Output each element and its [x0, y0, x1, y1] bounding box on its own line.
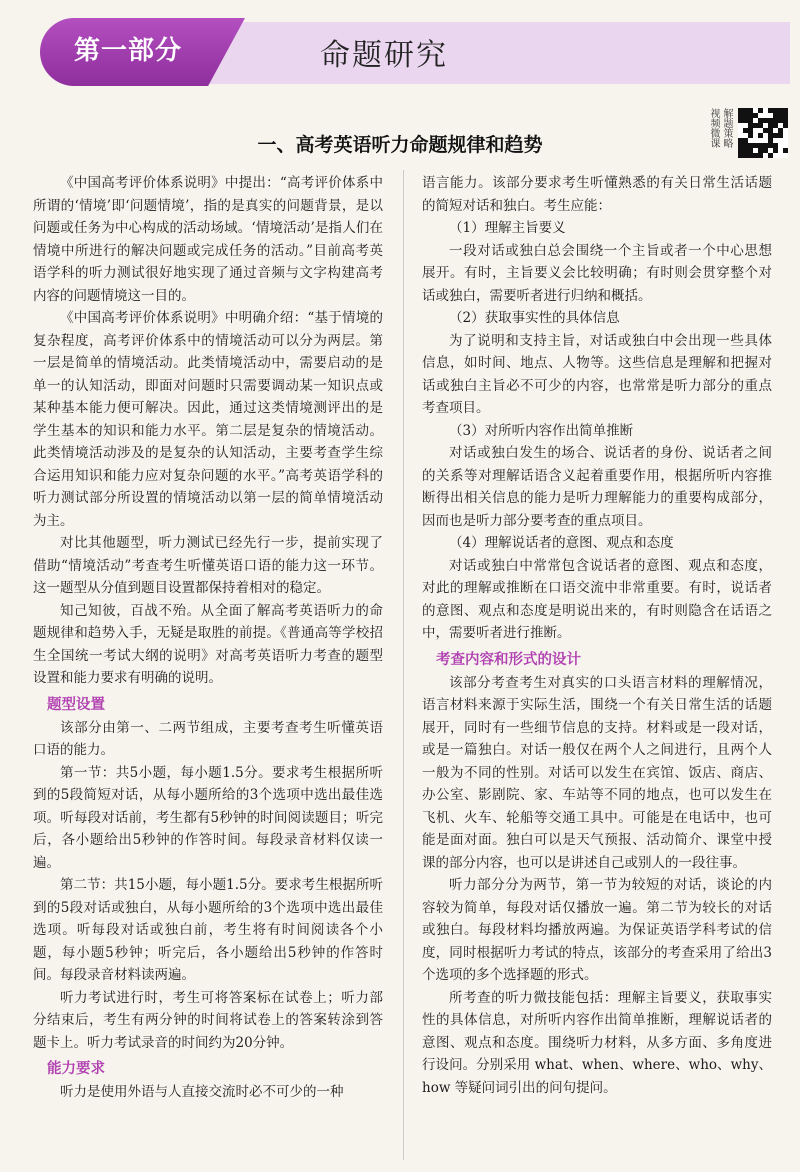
- qr-caption-video: 视频微课: [708, 108, 719, 148]
- heading-ability-requirements: 能力要求: [47, 1061, 105, 1077]
- paragraph: 听力考试进行时，考生可将答案标在试卷上；听力部分结束后，考生有两分钟的时间将试卷上的答案转涂到答题卡上。听力考试录音的时间约为20分钟。: [33, 989, 383, 1051]
- list-item-title: （4）理解说话者的意图、观点和态度: [449, 535, 674, 551]
- paragraph: 《中国高考评价体系说明》中提出：“高考评价体系中所谓的‘情境’即‘问题情境’，指的是真实的问题背景，是以问题或任务为中心构成的活动场域。‘情境活动’是指人们在情境中所进行的解决问题或完成任务的活动。”目前高考英语学科的听力测试很好地实现了通过音频与文字构建高考内容的问题情境这一目的。: [33, 175, 383, 304]
- paragraph: 一段对话或独白总会围绕一个主旨或者一个中心思想展开。有时，主旨要义会比较明确；有时则会贯穿整个对话或独白，需要听者进行归纳和概括。: [422, 242, 772, 304]
- heading-question-types: 题型设置: [47, 696, 105, 713]
- list-item-title: （3）对所听内容作出简单推断: [449, 422, 634, 439]
- qr-caption-strategy: 解题策略: [721, 108, 732, 148]
- left-column: [33, 172, 383, 1104]
- heading-content-design: 考查内容和形式的设计: [436, 651, 581, 668]
- chapter-banner: [0, 0, 800, 95]
- paragraph: 《中国高考评价体系说明》中明确介绍：“基于情境的复杂程度，高考评价体系中的情境活动可以分为两层。第一层是简单的情境活动。此类情境活动中，需要启动的是单一的认知活动，即面对问题时只需要调动某一知识点或某种基本能力便可解决。因此，通过这类情境测评出的是学生基本的知识和能力水平。第二层是复杂的情境活动。此类情境活动涉及的是复杂的认知活动，主要考查学生综合运用知识和能力应对复杂问题的水平。”高考英语学科的听力测试部分所设置的情境活动以第一层的简单情境活动为主。: [33, 310, 383, 529]
- paragraph: 对话或独白发生的场合、说话者的身份、说话者之间的关系等对理解话语含义起着重要作用，根据所听内容推断得出相关信息的能力是听力理解能力的重要构成部分，因而也是听力部分要考查的重点项目。: [422, 445, 772, 529]
- chapter-title: 命题研究: [320, 38, 448, 73]
- paragraph: 为了说明和支持主旨，对话或独白中会出现一些具体信息，如时间、地点、人物等。这些信息是理解和把握对话或独白主旨必不可少的内容，也常常是听力部分的重点考查项目。: [422, 332, 772, 416]
- paragraph: 知己知彼，百战不殆。从全面了解高考英语听力的命题规律和趋势入手，无疑是取胜的前提。《普通高等学校招生全国统一考试大纲的说明》对高考英语听力考查的题型设置和能力要求有明确的说明。: [33, 602, 383, 686]
- right-column: [422, 172, 772, 1099]
- section-title: 一、高考英语听力命题规律和趋势: [257, 134, 543, 156]
- list-item-title: （1）理解主旨要义: [449, 220, 566, 236]
- paragraph: 对话或独白中常常包含说话者的意图、观点和态度，对此的理解或推断在口语交流中非常重要。有时，说话者的意图、观点和态度是明说出来的，有时则隐含在话语之中，需要听者进行推断。: [422, 557, 772, 641]
- paragraph: 听力是使用外语与人直接交流时必不可少的一种: [60, 1084, 344, 1100]
- paragraph: 所考查的听力微技能包括：理解主旨要义，获取事实性的具体信息，对所听内容作出简单推断，理解说话者的意图、观点和态度。围绕听力材料，从多方面、多角度进行设问。分别采用 what、when、where、who、why、how 等疑问词引出的问句提问。: [422, 989, 772, 1096]
- paragraph: 该部分考查考生对真实的口头语言材料的理解情况，语言材料来源于实际生活，围绕一个有关日常生活的话题展开，同时有一些细节信息的支持。材料或是一段对话，或是一篇独白。对话一般仅在两个人之间进行，且两个人一般为不同的性别。对话可以发生在宾馆、饭店、商店、办公室、影剧院、家、车站等不同的地点，也可以发生在飞机、火车、轮船等交通工具中。可能是在电话中，也可能是面对面。独白可以是天气预报、活动简介、课堂中授课的部分内容，也可以是讲述自己或别人的一段往事。: [422, 674, 772, 871]
- column-divider: [403, 170, 404, 1160]
- part-label: 第一部分: [74, 36, 183, 66]
- paragraph: 对比其他题型，听力测试已经先行一步，提前实现了借助“情境活动”考查考生听懂英语口语的能力这一环节。这一题型从分值到题目设置都保持着相对的稳定。: [33, 535, 383, 596]
- paragraph: 第一节：共5小题，每小题1.5分。要求考生根据所听到的5段简短对话，从每小题所给的3个选项中选出最佳选项。听每段对话前，考生都有5秒钟的时间阅读题目；听完后，各小题给出5秒钟的作答时间。每段录音材料仅读一遍。: [33, 764, 383, 871]
- paragraph: 听力部分分为两节，第一节为较短的对话，谈论的内容较为简单，每段对话仅播放一遍。第二节为较长的对话或独白。每段材料均播放两遍。为保证英语学科考试的信度，同时根据听力考试的特点，该部分的考查采用了给出3个选项的多个选择题的形式。: [422, 877, 772, 983]
- paragraph: 语言能力。该部分要求考生听懂熟悉的有关日常生活话题的简短对话和独白。考生应能：: [422, 175, 772, 214]
- list-item-title: （2）获取事实性的具体信息: [449, 310, 620, 326]
- paragraph: 该部分由第一、二两节组成，主要考查考生听懂英语口语的能力。: [33, 719, 383, 758]
- paragraph: 第二节：共15小题，每小题1.5分。要求考生根据所听到的5段对话或独白，从每小题所给的3个选项中选出最佳选项。听每段对话或独白前，考生将有时间阅读各个小题，每小题5秒钟；听完后，各小题给出5秒钟的作答时间。每段录音材料读两遍。: [33, 877, 383, 983]
